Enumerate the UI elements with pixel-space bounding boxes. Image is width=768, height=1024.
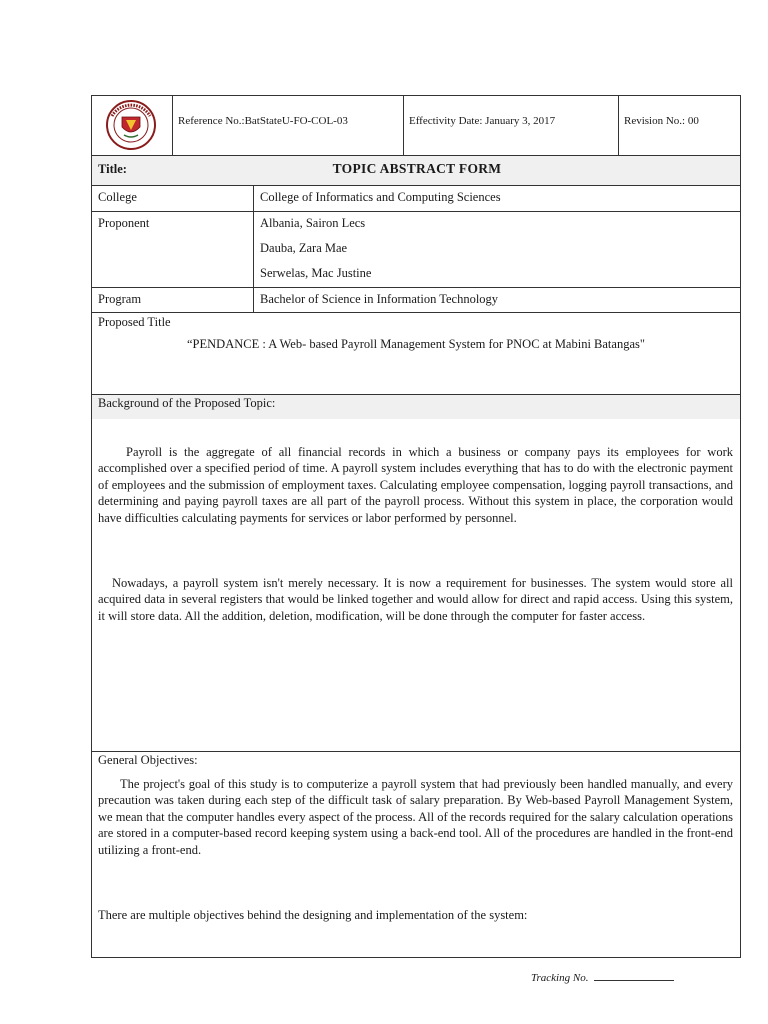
proponent-name: Dauba, Zara Mae [260,241,348,255]
revision-number: Revision No.: 00 [624,115,699,127]
tracking-number [531,971,674,984]
form-title: TOPIC ABSTRACT FORM [332,161,502,176]
effectivity-date: Effectivity Date: January 3, 2017 [409,115,556,127]
background-section [92,395,740,752]
objectives-paragraph: The project's goal of this study is to computerize a payroll system that had previously been handled manually, and every precaution was taken during each step of the difficult task of salary preparation. By Web-based Payroll Management System, we mean that the computer handles every aspect of the process. All of the records required for the salary calculation operations are stored in a computer-based record keeping system using a back-end tool. All of the procedures are handled in the front-end utilizing a front-end. [98,777,733,857]
background-paragraph: Payroll is the aggregate of all financial records in which a business or company pays its employees for work accomplished over a specified period of time. A payroll system includes everything that has to do with the electronic payment of employees and the submission of employment taxes. Calculating employee compensation, logging payroll transactions, and determining and paying payroll taxes are all part of the payroll process. Without this system in place, the corporation would have difficulties calculating payments for services or labor performed by personnel. [98,445,733,525]
college-label: College [98,190,137,204]
proponent-row [92,212,740,288]
background-label: Background of the Proposed Topic: [98,396,276,410]
college-row [92,186,740,212]
topic-abstract-form [91,95,741,958]
objectives-section [92,752,740,957]
college-value: College of Informatics and Computing Sciences [260,190,501,204]
proposed-title-value: “PENDANCE : A Web- based Payroll Management System for PNOC at Mabini Batangas" [187,337,645,351]
proponent-name: Serwelas, Mac Justine [260,266,372,280]
program-row [92,288,740,313]
header-row [92,96,740,156]
tracking-label: Tracking No. [531,972,589,984]
background-paragraph: Nowadays, a payroll system isn't merely necessary. It is now a requirement for businesses. The system would store all acquired data in several registers that would be linked together and would allow for direct and rapid access. Using this system, it will store data. All the addition, deletion, modification, will be done through the computer for faster access. [98,576,733,623]
objectives-paragraph: There are multiple objectives behind the designing and implementation of the system: [98,908,528,922]
tracking-number-field[interactable] [594,971,674,981]
program-value: Bachelor of Science in Information Technology [260,292,499,306]
title-row [92,156,740,186]
objectives-label: General Objectives: [98,753,198,767]
proponent-name: Albania, Sairon Lecs [260,216,366,230]
proposed-title-row [92,313,740,395]
proponent-label: Proponent [98,216,150,230]
title-label: Title: [98,162,127,176]
proposed-title-label: Proposed Title [98,315,171,329]
university-seal-icon [100,99,162,151]
program-label: Program [98,292,142,306]
reference-number: Reference No.:BatStateU-FO-COL-03 [178,115,348,127]
